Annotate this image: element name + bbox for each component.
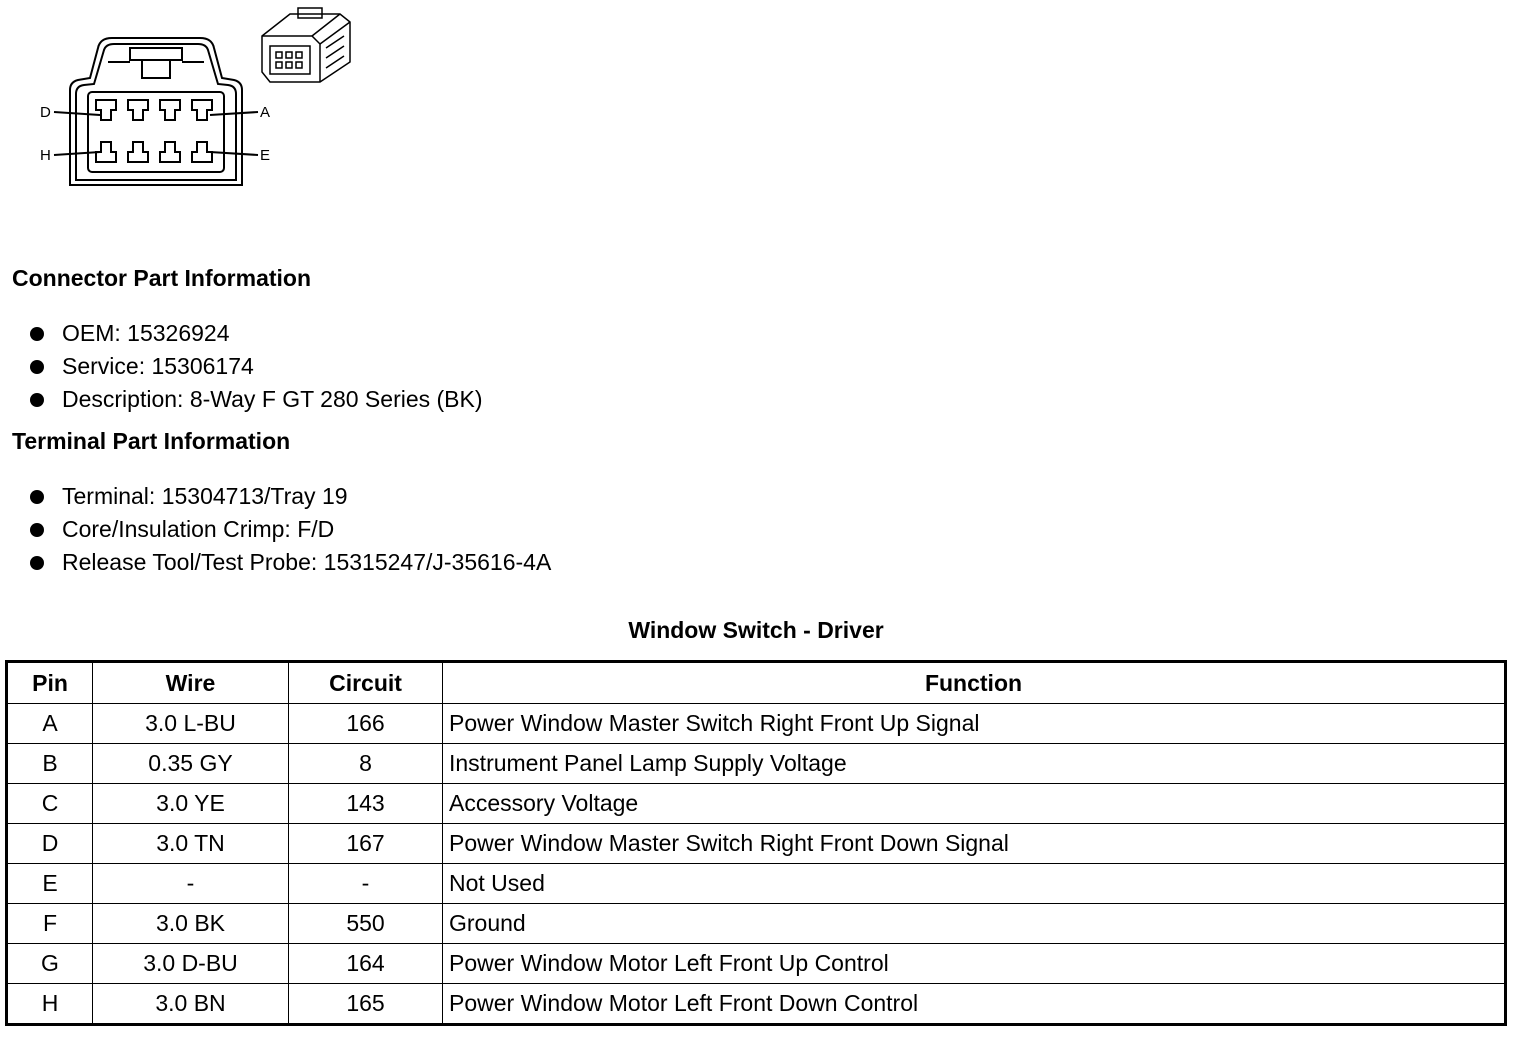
cell-wire: 3.0 L-BU bbox=[93, 704, 289, 744]
cell-wire: 3.0 TN bbox=[93, 824, 289, 864]
cell-function: Instrument Panel Lamp Supply Voltage bbox=[443, 744, 1506, 784]
cell-pin: C bbox=[7, 784, 93, 824]
cell-pin: D bbox=[7, 824, 93, 864]
cell-circuit: 550 bbox=[289, 904, 443, 944]
cell-circuit: 164 bbox=[289, 944, 443, 984]
header-function: Function bbox=[443, 662, 1506, 704]
pinout-table bbox=[5, 660, 1507, 1026]
table-row bbox=[7, 904, 1506, 944]
list-item: Description: 8-Way F GT 280 Series (BK) bbox=[28, 383, 483, 416]
terminal-part-info-list bbox=[28, 480, 551, 579]
list-item: Release Tool/Test Probe: 15315247/J-35616-4A bbox=[28, 546, 551, 579]
connector-part-info-list bbox=[28, 317, 483, 416]
cell-function: Power Window Motor Left Front Down Control bbox=[443, 984, 1506, 1025]
cell-circuit: 166 bbox=[289, 704, 443, 744]
table-row bbox=[7, 984, 1506, 1025]
cell-function: Not Used bbox=[443, 864, 1506, 904]
cell-wire: 3.0 YE bbox=[93, 784, 289, 824]
header-pin: Pin bbox=[7, 662, 93, 704]
header-wire: Wire bbox=[93, 662, 289, 704]
cell-wire: 3.0 BN bbox=[93, 984, 289, 1025]
cell-circuit: 165 bbox=[289, 984, 443, 1025]
connector-thumbnail-icon bbox=[262, 8, 350, 82]
table-row bbox=[7, 704, 1506, 744]
cell-function: Power Window Motor Left Front Up Control bbox=[443, 944, 1506, 984]
table-row bbox=[7, 744, 1506, 784]
connector-face-illustration bbox=[0, 0, 380, 210]
pin-label-e: E bbox=[260, 147, 271, 164]
list-item: OEM: 15326924 bbox=[28, 317, 483, 350]
bullet-icon bbox=[30, 523, 44, 537]
list-item: Core/Insulation Crimp: F/D bbox=[28, 513, 551, 546]
cell-function: Power Window Master Switch Right Front Down Signal bbox=[443, 824, 1506, 864]
header-circuit: Circuit bbox=[289, 662, 443, 704]
table-row bbox=[7, 784, 1506, 824]
table-row bbox=[7, 864, 1506, 904]
table-row bbox=[7, 824, 1506, 864]
pin-label-h: H bbox=[40, 147, 51, 164]
cell-pin: B bbox=[7, 744, 93, 784]
table-title: Window Switch - Driver bbox=[628, 617, 884, 643]
cell-wire: 3.0 D-BU bbox=[93, 944, 289, 984]
cell-pin: E bbox=[7, 864, 93, 904]
cell-wire: 0.35 GY bbox=[93, 744, 289, 784]
list-item: Service: 15306174 bbox=[28, 350, 483, 383]
cell-circuit: 8 bbox=[289, 744, 443, 784]
cell-pin: A bbox=[7, 704, 93, 744]
terminal-part-info-title: Terminal Part Information bbox=[12, 428, 291, 454]
list-item: Terminal: 15304713/Tray 19 bbox=[28, 480, 551, 513]
cell-circuit: 167 bbox=[289, 824, 443, 864]
connector-diagram bbox=[0, 0, 380, 210]
cell-wire: 3.0 BK bbox=[93, 904, 289, 944]
bullet-icon bbox=[30, 327, 44, 341]
bullet-icon bbox=[30, 393, 44, 407]
cell-circuit: 143 bbox=[289, 784, 443, 824]
cell-pin: F bbox=[7, 904, 93, 944]
cell-function: Accessory Voltage bbox=[443, 784, 1506, 824]
pin-label-a: A bbox=[260, 104, 271, 121]
bullet-icon bbox=[30, 360, 44, 374]
table-header-row bbox=[7, 662, 1506, 704]
cell-pin: H bbox=[7, 984, 93, 1025]
cell-circuit: - bbox=[289, 864, 443, 904]
connector-part-info-title: Connector Part Information bbox=[12, 265, 312, 291]
bullet-icon bbox=[30, 556, 44, 570]
cell-wire: - bbox=[93, 864, 289, 904]
cell-function: Ground bbox=[443, 904, 1506, 944]
table-row bbox=[7, 944, 1506, 984]
pin-label-d: D bbox=[40, 104, 51, 121]
cell-function: Power Window Master Switch Right Front Up Signal bbox=[443, 704, 1506, 744]
bullet-icon bbox=[30, 490, 44, 504]
cell-pin: G bbox=[7, 944, 93, 984]
